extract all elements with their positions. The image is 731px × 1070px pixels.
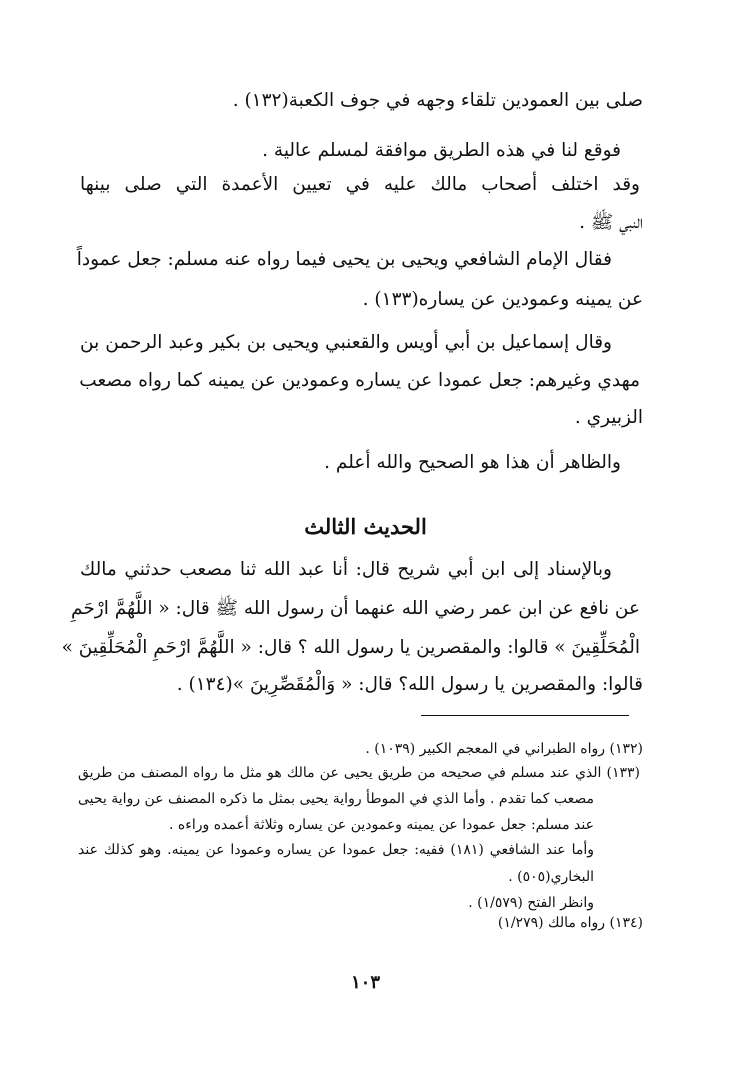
body-line-4: النبي ﷺ .: [579, 212, 643, 233]
body-line-6: عن يمينه وعمودين عن يساره(١٣٣) .: [362, 289, 643, 310]
footnote-separator: [421, 715, 629, 716]
footnote-line-2: (١٣٣) الذي عند مسلم في صحيحه من طريق يحيى عن مالك هو مثل ما رواه المصنف من طريق: [78, 765, 640, 781]
footnote-line-3: مصعب كما تقدم . وأما الذي في الموطأ رواية يحيى بمثل ما ذكره المصنف عن رواية يحيى: [78, 791, 594, 807]
section-line-2: عن نافع عن ابن عمر رضي الله عنهما أن رسول الله ﷺ قال: « اللَّهُمَّ ارْحَمِ: [71, 598, 640, 619]
body-line-8: مهدي وغيرهم: جعل عمودا عن يساره وعمودين عن يمينه كما رواه مصعب: [79, 370, 640, 391]
body-line-3: وقد اختلف أصحاب مالك عليه في تعيين الأعمدة التي صلى بينها: [80, 174, 640, 195]
body-line-1: صلى بين العمودين تلقاء وجهه في جوف الكعبة(١٣٢) .: [232, 90, 643, 111]
footnote-line-6: البخاري(٥٠٥) .: [508, 869, 594, 885]
page-number: ١٠٣: [350, 972, 380, 993]
body-line-9: الزبيري .: [574, 407, 643, 428]
footnote-line-8: (١٣٤) رواه مالك (١/٢٧٩): [497, 915, 643, 931]
body-line-5: فقال الإمام الشافعي ويحيى بن يحيى فيما رواه عنه مسلم: جعل عموداً: [76, 249, 612, 270]
body-line-7: وقال إسماعيل بن أبي أويس والقعنبي ويحيى بن بكير وعبد الرحمن بن: [80, 332, 612, 353]
footnote-line-7: وانظر الفتح (١/٥٧٩) .: [468, 895, 594, 911]
footnote-line-5: وأما عند الشافعي (١٨١) ففيه: جعل عمودا عن يساره وعمودا عن يمينه. وهو كذلك عند: [78, 842, 595, 858]
body-line-10: والظاهر أن هذا هو الصحيح والله أعلم .: [324, 452, 621, 473]
footnote-line-4: عند مسلم: جعل عمودا عن يمينه وعمودين عن يساره وثلاثة أعمده وراءه .: [169, 817, 594, 833]
footnote-line-1: (١٣٢) رواه الطبراني في المعجم الكبير (١٠٣٩) .: [365, 741, 643, 757]
section-line-4: قالوا: والمقصرين يا رسول الله؟ قال: « وَالْمُقَصِّرِينَ »(١٣٤) .: [176, 674, 643, 695]
section-heading: الحديث الثالث: [304, 514, 427, 539]
section-line-1: وبالإسناد إلى ابن أبي شريح قال: أنا عبد الله ثنا مصعب حدثني مالك: [80, 559, 612, 580]
body-line-2: فوقع لنا في هذه الطريق موافقة لمسلم عالية .: [262, 140, 621, 161]
section-line-3: الْمُحَلِّقِينَ » قالوا: والمقصرين يا رسول الله ؟ قال: « اللَّهُمَّ ارْحَمِ الْمُحَلِّقِينَ »: [61, 637, 640, 658]
